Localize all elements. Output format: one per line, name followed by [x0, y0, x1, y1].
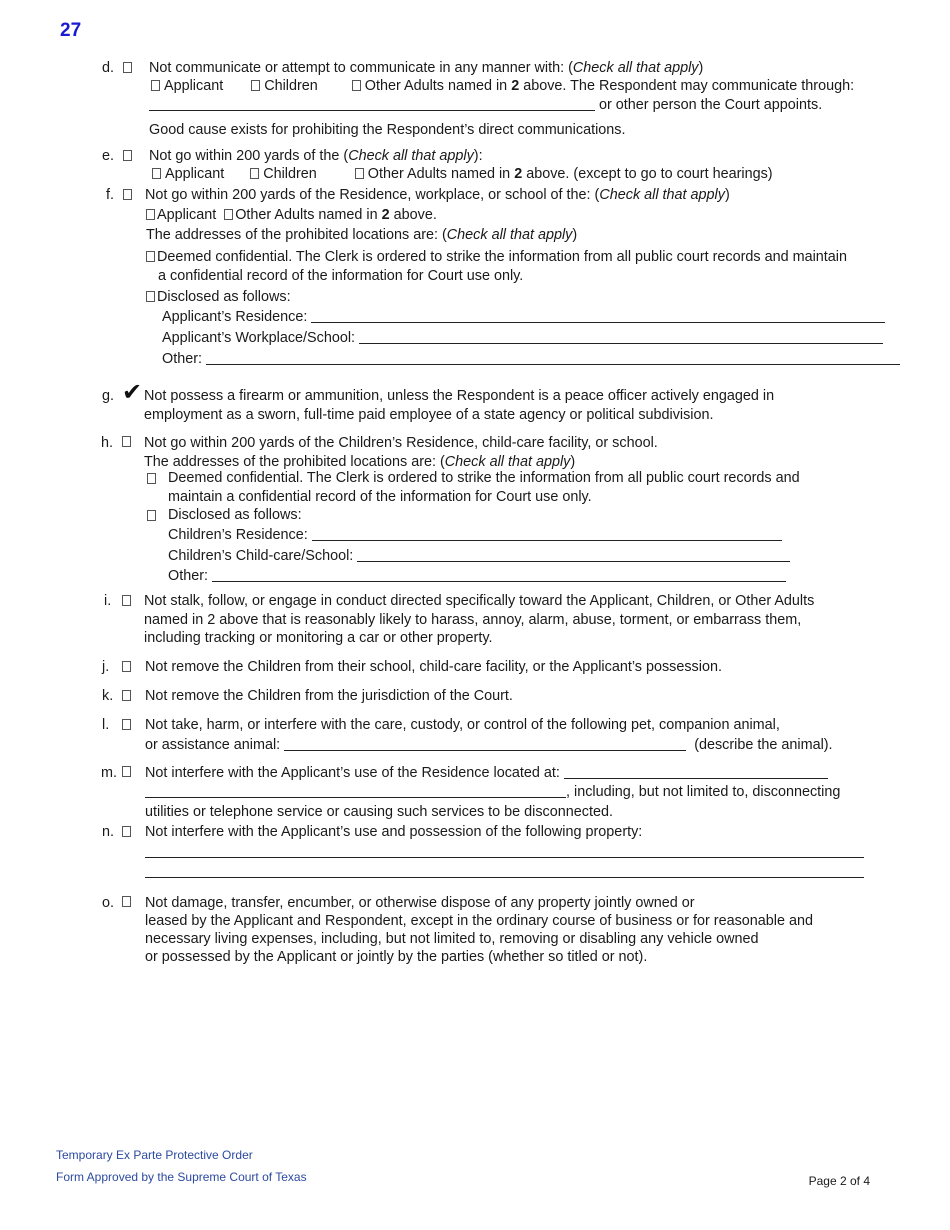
- item-l-text-2: or assistance animal: (describe the animal).: [145, 737, 833, 753]
- item-h-confidential-2: maintain a confidential record of the information for Court use only.: [168, 489, 592, 505]
- item-h-text: Not go within 200 yards of the Children’s Residence, child-care facility, or school.: [144, 435, 658, 451]
- item-k-text: Not remove the Children from the jurisdiction of the Court.: [145, 688, 513, 704]
- item-k-label: k.: [102, 688, 114, 704]
- item-g-text-2: employment as a sworn, full-time paid employee of a state agency or political subdivision.: [144, 407, 714, 423]
- item-e-checkbox[interactable]: [123, 150, 132, 161]
- item-d-communicate-through-field[interactable]: [149, 96, 595, 111]
- item-l-checkbox[interactable]: [122, 719, 131, 730]
- item-h-school: Children’s Child-care/School:: [168, 547, 790, 565]
- item-h-checkbox[interactable]: [122, 436, 131, 447]
- item-g-text-1: Not possess a firearm or ammunition, unless the Respondent is a peace officer actively engaged in: [144, 388, 775, 404]
- item-h-school-field[interactable]: [357, 547, 790, 562]
- item-g-label: g.: [102, 388, 115, 404]
- footer-approval: Form Approved by the Supreme Court of Texas: [56, 1170, 307, 1184]
- item-l-label: l.: [102, 717, 110, 733]
- item-f-residence-field[interactable]: [311, 308, 885, 323]
- item-f-other-field[interactable]: [206, 350, 900, 365]
- item-f-residence: Applicant’s Residence:: [162, 308, 885, 326]
- item-d-label: d.: [102, 60, 115, 76]
- checkmark-icon[interactable]: ✔: [122, 379, 143, 406]
- item-f-confidential-2: a confidential record of the information for Court use only.: [158, 268, 524, 284]
- item-f-options: Applicant Other Adults named in 2 above.: [146, 206, 437, 224]
- item-e-options: Applicant Children Other Adults named in 2 above. (except to go to court hearings): [152, 165, 773, 183]
- item-f-other-adults-checkbox[interactable]: [224, 209, 233, 220]
- item-m-text-2: , including, but not limited to, disconnecting: [145, 783, 840, 801]
- item-e-other-adults-checkbox[interactable]: [355, 168, 364, 179]
- item-e-applicant-checkbox[interactable]: [152, 168, 161, 179]
- item-h-addresses-text: The addresses of the prohibited locations are: (Check all that apply): [144, 454, 576, 470]
- item-e-label: e.: [102, 148, 115, 164]
- item-m-checkbox[interactable]: [122, 766, 131, 777]
- item-d-applicant-checkbox[interactable]: [151, 80, 160, 91]
- item-k-checkbox[interactable]: [122, 690, 131, 701]
- item-f-addresses-text: The addresses of the prohibited locations are: (Check all that apply): [146, 227, 578, 243]
- item-f-workplace-field[interactable]: [359, 329, 883, 344]
- item-f-disclosed: Disclosed as follows:: [146, 288, 291, 306]
- item-j-label: j.: [102, 659, 110, 675]
- item-l-animal-field[interactable]: [284, 736, 686, 751]
- item-m-text-1: Not interfere with the Applicant’s use of the Residence located at:: [145, 764, 828, 782]
- item-d-text: Not communicate or attempt to communicate in any manner with: (Check all that apply): [149, 60, 704, 76]
- item-d-line2: or other person the Court appoints.: [149, 96, 822, 114]
- item-n-property-field-2[interactable]: [145, 877, 864, 878]
- item-j-checkbox[interactable]: [122, 661, 131, 672]
- item-o-text-1: Not damage, transfer, encumber, or otherwise dispose of any property jointly owned or: [145, 895, 695, 911]
- item-i-text-1: Not stalk, follow, or engage in conduct directed specifically toward the Applicant, Children, or Other Adults: [144, 593, 815, 609]
- item-h-disclosed: Disclosed as follows:: [168, 507, 302, 523]
- item-d-children-checkbox[interactable]: [251, 80, 260, 91]
- item-e-text: Not go within 200 yards of the (Check all that apply):: [149, 148, 483, 164]
- item-l-text-1: Not take, harm, or interfere with the care, custody, or control of the following pet, companion animal,: [145, 717, 780, 733]
- item-i-text-3: including tracking or monitoring a car or other property.: [144, 630, 493, 646]
- item-h-confidential-1: Deemed confidential. The Clerk is ordered to strike the information from all public court records and: [168, 470, 800, 486]
- item-m-text-3: utilities or telephone service or causing such services to be disconnected.: [145, 804, 613, 820]
- item-n-label: n.: [102, 824, 115, 840]
- item-m-label: m.: [101, 765, 117, 781]
- item-f-checkbox[interactable]: [123, 189, 132, 200]
- item-f-disclosed-checkbox[interactable]: [146, 291, 155, 302]
- item-m-residence-field-1[interactable]: [564, 764, 828, 779]
- item-h-other-field[interactable]: [212, 567, 786, 582]
- item-f-other: Other:: [162, 350, 900, 368]
- item-o-label: o.: [102, 895, 115, 911]
- item-h-other: Other:: [168, 567, 786, 585]
- item-f-confidential-checkbox[interactable]: [146, 251, 155, 262]
- item-o-text-4: or possessed by the Applicant or jointly by the parties (whether so titled or not).: [145, 949, 648, 965]
- item-n-text: Not interfere with the Applicant’s use and possession of the following property:: [145, 824, 643, 840]
- page-number: Page 2 of 4: [808, 1174, 870, 1188]
- item-e-children-checkbox[interactable]: [250, 168, 259, 179]
- item-i-checkbox[interactable]: [122, 595, 131, 606]
- item-f-confidential: Deemed confidential. The Clerk is ordered to strike the information from all public court records and maintain: [146, 248, 847, 266]
- item-o-checkbox[interactable]: [122, 896, 131, 907]
- item-n-checkbox[interactable]: [122, 826, 131, 837]
- item-h-residence: Children’s Residence:: [168, 526, 782, 544]
- item-j-text: Not remove the Children from their school, child-care facility, or the Applicant’s possession.: [145, 659, 722, 675]
- item-i-text-2: named in 2 above that is reasonably likely to harass, annoy, alarm, abuse, torment, or embarrass them,: [144, 612, 802, 628]
- item-h-confidential-checkbox[interactable]: [147, 473, 156, 484]
- item-o-text-3: necessary living expenses, including, but not limited to, removing or disabling any vehicle owned: [145, 931, 759, 947]
- footer-title: Temporary Ex Parte Protective Order: [56, 1148, 253, 1162]
- item-f-text: Not go within 200 yards of the Residence, workplace, or school of the: (Check all that apply): [145, 187, 730, 203]
- item-i-label: i.: [104, 593, 112, 609]
- item-n-property-field-1[interactable]: [145, 857, 864, 858]
- page-marker: 27: [60, 20, 82, 41]
- item-f-workplace: Applicant’s Workplace/School:: [162, 329, 883, 347]
- item-d-checkbox[interactable]: [123, 62, 132, 73]
- item-h-label: h.: [101, 435, 114, 451]
- item-m-residence-field-2[interactable]: [145, 783, 566, 798]
- item-d-options: Applicant Children Other Adults named in 2 above. The Respondent may communicate through:: [151, 77, 854, 95]
- item-d-good-cause: Good cause exists for prohibiting the Respondent’s direct communications.: [149, 122, 626, 138]
- item-o-text-2: leased by the Applicant and Respondent, except in the ordinary course of business or for reasonable and: [145, 913, 813, 929]
- item-f-applicant-checkbox[interactable]: [146, 209, 155, 220]
- item-h-disclosed-checkbox[interactable]: [147, 510, 156, 521]
- item-h-residence-field[interactable]: [312, 526, 782, 541]
- item-f-label: f.: [106, 187, 114, 203]
- item-d-other-adults-checkbox[interactable]: [352, 80, 361, 91]
